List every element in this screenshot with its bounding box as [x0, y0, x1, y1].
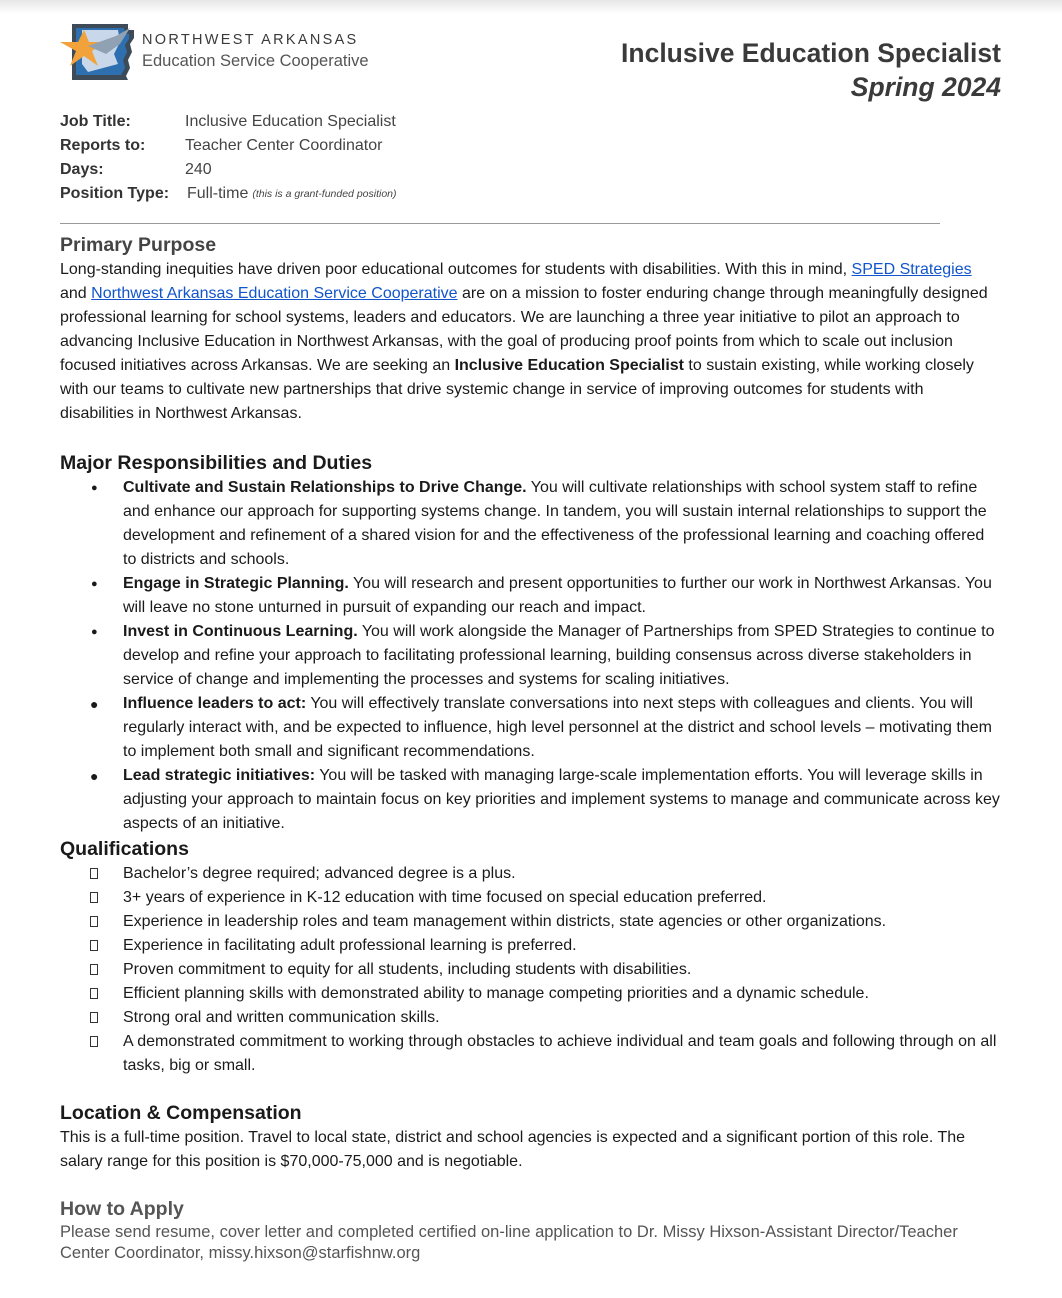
text-span: Long-standing inequities have driven poor educational outcomes for students with disabilities. With this in mind, [60, 261, 852, 278]
item-text: You will effectively translate conversations into next steps with colleagues and clients. You will regularly interact with, and be expected to influence, high level personnel at the district and school levels – motivating them to implement both small and significant recommendations. [123, 695, 992, 760]
list-item [60, 982, 1000, 1006]
sped-strategies-link[interactable]: SPED Strategies [851, 261, 972, 278]
qualifications-list [60, 862, 1000, 1078]
item-title: Cultivate and Sustain Relationships to Drive Change. [123, 479, 527, 496]
item-text: Proven commitment to equity for all students, including students with disabilities. [123, 961, 692, 978]
meta-row-reports-to [60, 134, 397, 158]
meta-label: Reports to: [60, 137, 146, 154]
meta-label: Days: [60, 161, 104, 178]
item-text: A demonstrated commitment to working through obstacles to achieve individual and team goals and following through on all tasks, big or small. [123, 1033, 997, 1074]
job-meta [60, 110, 397, 206]
list-item [60, 476, 1000, 572]
list-item [60, 862, 1000, 886]
meta-row-days [60, 158, 397, 182]
document-title [621, 38, 1001, 105]
list-item [60, 620, 1000, 692]
item-text: Efficient planning skills with demonstrated ability to manage competing priorities and a dynamic schedule. [123, 985, 869, 1002]
item-text: You will work alongside the Manager of Partnerships from SPED Strategies to continue to develop and refine your approach to facilitating professional learning, building consensus across diverse stakeholders in service of change and implementing the processes and systems for scaling initiatives. [123, 623, 995, 688]
document-body [60, 232, 1000, 1264]
org-name-line2: Education Service Cooperative [142, 51, 369, 70]
meta-value: 240 [185, 161, 212, 178]
item-title: Invest in Continuous Learning. [123, 623, 358, 640]
item-text: Bachelor’s degree required; advanced degree is a plus. [123, 865, 516, 882]
list-item [60, 886, 1000, 910]
item-text: Strong oral and written communication skills. [123, 1009, 440, 1026]
item-title: Lead strategic initiatives: [123, 767, 316, 784]
item-text: Experience in leadership roles and team management within districts, state agencies or other organizations. [123, 913, 887, 930]
missing-glyph-icon [90, 868, 98, 879]
item-text: You will be tasked with managing large-scale implementation efforts. You will leverage skills in adjusting your approach to maintain focus on key priorities and implement systems to manage and communicate across key aspects of an initiative. [123, 767, 1000, 832]
list-item [60, 692, 1000, 764]
list-item [60, 958, 1000, 982]
list-item [60, 764, 1000, 836]
item-title: Engage in Strategic Planning. [123, 575, 349, 592]
item-text: 3+ years of experience in K-12 education with time focused on special education preferred. [123, 889, 767, 906]
section-heading-primary-purpose: Primary Purpose [60, 234, 217, 256]
emphasis-text: Inclusive Education Specialist [454, 357, 684, 374]
meta-value: Teacher Center Coordinator [185, 137, 383, 154]
list-item [60, 1030, 1000, 1078]
section-heading-location-compensation: Location & Compensation [60, 1102, 302, 1124]
how-to-apply-text: Please send resume, cover letter and completed certified on-line application to Dr. Missy Hixson-Assistant Director/Teacher Center Coordinator, missy.hixson@starfishnw.org [60, 1223, 958, 1262]
list-item [60, 572, 1000, 620]
list-item [60, 910, 1000, 934]
meta-value: Full-time [187, 185, 249, 202]
list-item [60, 1006, 1000, 1030]
meta-row-position-type [60, 182, 397, 206]
item-title: Influence leaders to act: [123, 695, 307, 712]
divider [60, 223, 940, 224]
missing-glyph-icon [90, 940, 98, 951]
meta-note: (this is a grant-funded position) [252, 188, 397, 200]
responsibilities-list [60, 476, 1000, 836]
org-name [142, 33, 369, 69]
section-heading-responsibilities: Major Responsibilities and Duties [60, 452, 373, 474]
meta-row-job-title [60, 110, 397, 134]
meta-value: Inclusive Education Specialist [185, 113, 396, 130]
item-text: Experience in facilitating adult professional learning is preferred. [123, 937, 577, 954]
location-compensation-text: This is a full-time position. Travel to local state, district and school agencies is expected and a significant portion of this role. The salary range for this position is $70,000-75,000 and is negotiable. [60, 1129, 966, 1170]
document-title-main: Inclusive Education Specialist [621, 38, 1001, 68]
text-span: to sustain existing, while working closely with our teams to cultivate new partnerships that drive systemic change in service of improving outcomes for students with disabilities in Northwest Arkansas. [60, 357, 974, 422]
missing-glyph-icon [90, 964, 98, 975]
missing-glyph-icon [90, 1012, 98, 1023]
missing-glyph-icon [90, 988, 98, 999]
item-text: You will cultivate relationships with school system staff to refine and enhance our approach for supporting systems change. In tandem, you will sustain internal relationships to support the development and refinement of a shared vision for and the effectiveness of the professional learning and coaching offered to districts and schools. [123, 479, 987, 568]
missing-glyph-icon [90, 916, 98, 927]
text-span: and [60, 285, 92, 302]
missing-glyph-icon [90, 1036, 98, 1047]
org-name-line1: NORTHWEST ARKANSAS [142, 32, 359, 48]
document-title-term: Spring 2024 [850, 72, 1001, 102]
text-span: are on a mission to foster enduring change through meaningfully designed professional learning for school systems, leaders and educators. We are launching a three year initiative to pilot an approach to advancing Inclusive Education in Northwest Arkansas, with the goal of producing proof points from which to scale out inclusion focused initiatives across Arkansas. We are seeking an [60, 285, 988, 374]
item-text: You will research and present opportunities to further our work in Northwest Arkansas. You will leave no stone unturned in pursuit of expanding our reach and impact. [123, 575, 992, 616]
primary-purpose-text [60, 258, 1000, 426]
page-top-shadow [0, 0, 1062, 14]
missing-glyph-icon [90, 892, 98, 903]
meta-label: Position Type: [60, 185, 170, 202]
nwaesc-link[interactable]: Northwest Arkansas Education Service Cooperative [91, 285, 458, 302]
starfish-arkansas-logo [58, 20, 142, 84]
meta-label: Job Title: [60, 113, 131, 130]
section-heading-qualifications: Qualifications [60, 838, 189, 860]
list-item [60, 934, 1000, 958]
section-heading-how-to-apply: How to Apply [60, 1198, 184, 1220]
